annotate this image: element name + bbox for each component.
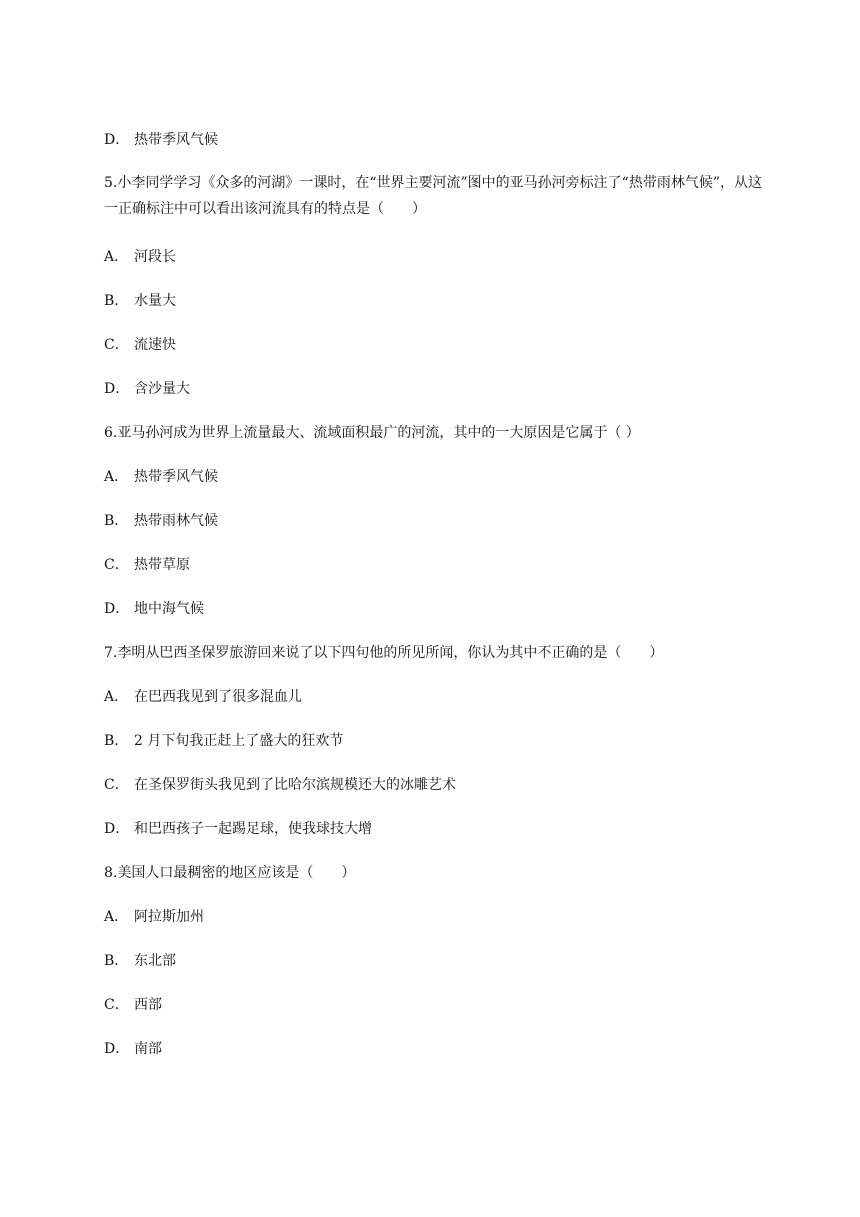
question-6: 6.亚马孙河成为世界上流量最大、流域面积最广的河流，其中的一大原因是它属于（ ） — [104, 425, 640, 441]
option-q7-c — [104, 774, 770, 796]
option-text: 水量大 — [134, 293, 176, 309]
option-letter: B． — [104, 513, 129, 529]
option-letter: D． — [104, 601, 130, 617]
option-letter: A． — [104, 469, 129, 485]
option-letter: D． — [104, 821, 130, 837]
option-text: 热带雨林气候 — [134, 513, 218, 529]
option-letter: C． — [104, 777, 129, 793]
option-q8-d — [104, 1038, 770, 1060]
option-q7-d — [104, 818, 770, 840]
option-q6-c — [104, 554, 770, 576]
option-text: 东北部 — [134, 953, 176, 969]
option-q7-a — [104, 686, 770, 708]
option-text: 西部 — [134, 997, 162, 1013]
question-7: 7.李明从巴西圣保罗旅游回来说了以下四句他的所见所闻，你认为其中不正确的是（ ） — [104, 645, 664, 661]
question-8: 8.美国人口最稠密的地区应该是（ ） — [104, 865, 356, 881]
option-q6-a — [104, 466, 770, 488]
option-letter: A． — [104, 689, 129, 705]
question-5: 5.小李同学学习《众多的河湖》一课时，在“世界主要河流”图中的亚马孙河旁标注了“热带雨林气候”，从这一正确标注中可以看出该河流具有的特点是（ ） — [104, 175, 762, 217]
option-text: 和巴西孩子一起踢足球，使我球技大增 — [134, 821, 372, 837]
option-text: 热带草原 — [134, 557, 190, 573]
option-text: 在圣保罗街头我见到了比哈尔滨规模还大的冰雕艺术 — [134, 777, 456, 793]
option-text: 流速快 — [134, 337, 176, 353]
option-text: 阿拉斯加州 — [134, 909, 204, 925]
option-q5-b — [104, 290, 770, 312]
option-text: 在巴西我见到了很多混血儿 — [134, 689, 302, 705]
option-q6-b — [104, 510, 770, 532]
option-q8-c — [104, 994, 770, 1016]
option-letter: D． — [104, 132, 130, 148]
option-text: 河段长 — [134, 249, 176, 265]
option-q7-b — [104, 730, 770, 752]
option-letter: B． — [104, 953, 129, 969]
option-q5-c — [104, 334, 770, 356]
option-letter: C． — [104, 557, 129, 573]
option-letter: C． — [104, 337, 129, 353]
option-letter: B． — [104, 293, 129, 309]
option-text: 含沙量大 — [134, 381, 190, 397]
option-text: 热带季风气候 — [134, 469, 218, 485]
option-q8-a — [104, 906, 770, 928]
option-q6-d — [104, 598, 770, 620]
option-letter: D． — [104, 1041, 130, 1057]
option-text: 南部 — [134, 1041, 162, 1057]
option-letter: A． — [104, 909, 129, 925]
option-text: 地中海气候 — [134, 601, 204, 617]
option-q4-d — [104, 129, 770, 151]
option-letter: D． — [104, 381, 130, 397]
option-q5-d — [104, 378, 770, 400]
option-text: 热带季风气候 — [134, 132, 218, 148]
option-text: 2 月下旬我正赶上了盛大的狂欢节 — [134, 733, 344, 749]
option-letter: B． — [104, 733, 129, 749]
option-letter: A． — [104, 249, 129, 265]
option-letter: C． — [104, 997, 129, 1013]
option-q5-a — [104, 246, 770, 268]
option-q8-b — [104, 950, 770, 972]
